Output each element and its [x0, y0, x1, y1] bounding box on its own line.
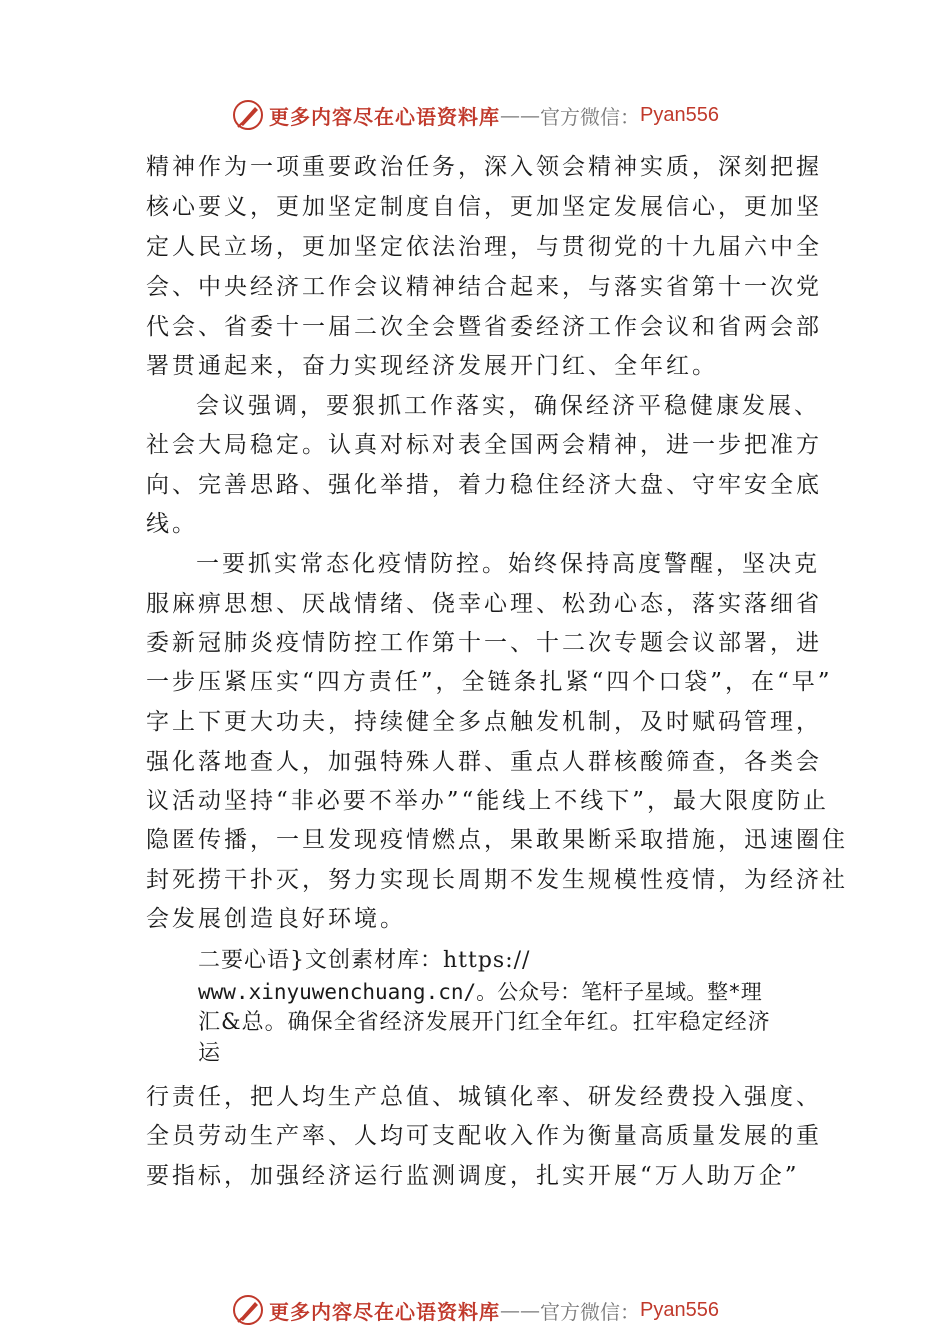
text-line: 代会、省委十一届二次全会暨省委经济工作会议和省两会部 — [146, 314, 822, 340]
text-line: 线。 — [146, 511, 198, 537]
text-line: 议活动坚持“非必要不举办”“能线上不线下”，最大限度防止 — [146, 788, 830, 814]
text-line: 隐匿传播，一旦发现疫情燃点，果敢果断采取措施，迅速圈住 — [146, 827, 848, 853]
text-line: 行责任，把人均生产总值、城镇化率、研发经费投入强度、 — [146, 1084, 822, 1110]
text-line: 委新冠肺炎疫情防控工作第十一、十二次专题会议部署，进 — [146, 630, 822, 656]
banner-dash: —— — [500, 103, 541, 127]
text-line: 精神作为一项重要政治任务，深入领会精神实质，深刻把握 — [146, 154, 822, 180]
text-line: 字上下更大功夫，持续健全多点触发机制，及时赋码管理， — [146, 709, 822, 735]
text-line: 一步压紧压实“四方责任”，全链条扎紧“四个口袋”，在“早” — [146, 669, 833, 695]
text-line: 全员劳动生产率、人均可支配收入作为衡量高质量发展的重 — [146, 1123, 822, 1149]
text-line: 会议强调，要狠抓工作落实，确保经济平稳健康发展、 — [196, 393, 820, 419]
text-line: 会、中央经济工作会议精神结合起来，与落实省第十一次党 — [146, 274, 822, 300]
text-line: 向、完善思路、强化举措，着力稳住经济大盘、守牢安全底 — [146, 472, 822, 498]
banner-wechat-id: Pyan556 — [640, 1298, 719, 1321]
banner-dash: —— — [500, 1298, 541, 1322]
text-line: 要指标，加强经济运行监测调度，扎实开展“万人助万企” — [146, 1163, 800, 1189]
text-line: 会发展创造良好环境。 — [146, 906, 406, 932]
banner-wechat-label: 官方微信： — [540, 104, 641, 129]
text-line: 社会大局稳定。认真对标对表全国两会精神，进一步把准方 — [146, 432, 822, 458]
footer-banner — [0, 1290, 950, 1330]
quill-logo-icon — [231, 98, 265, 132]
banner-wechat-label: 官方微信： — [540, 1299, 641, 1324]
header-banner — [0, 95, 950, 135]
text-line: 署贯通起来，奋力实现经济发展开门红、全年红。 — [146, 353, 718, 379]
text-line: 定人民立场，更加坚定依法治理，与贯彻党的十九届六中全 — [146, 234, 822, 260]
text-line: 核心要义，更加坚定制度自信，更加坚定发展信心，更加坚 — [146, 194, 822, 220]
text-line: www.xinyuwenchuang.cn/。公众号：笔杆子星域。整*理 — [198, 980, 762, 1004]
text-line: 运 — [198, 1041, 222, 1066]
text-line: 一要抓实常态化疫情防控。始终保持高度警醒，坚决克 — [196, 551, 820, 577]
banner-wechat-id: Pyan556 — [640, 103, 719, 126]
banner-title: 更多内容尽在心语资料库 — [269, 1299, 501, 1324]
text-line: 封死捞干扑灭，努力实现长周期不发生规模性疫情，为经济社 — [146, 867, 848, 893]
banner-title: 更多内容尽在心语资料库 — [269, 104, 501, 129]
text-line: 服麻痹思想、厌战情绪、侥幸心理、松劲心态，落实落细省 — [146, 591, 822, 617]
text-line: 二要心语}文创素材库：https:// — [198, 948, 531, 973]
quill-logo-icon — [231, 1293, 265, 1327]
text-line: 汇&总。确保全省经济发展开门红全年红。扛牢稳定经济 — [198, 1010, 771, 1035]
text-line: 强化落地查人，加强特殊人群、重点人群核酸筛查，各类会 — [146, 749, 822, 775]
